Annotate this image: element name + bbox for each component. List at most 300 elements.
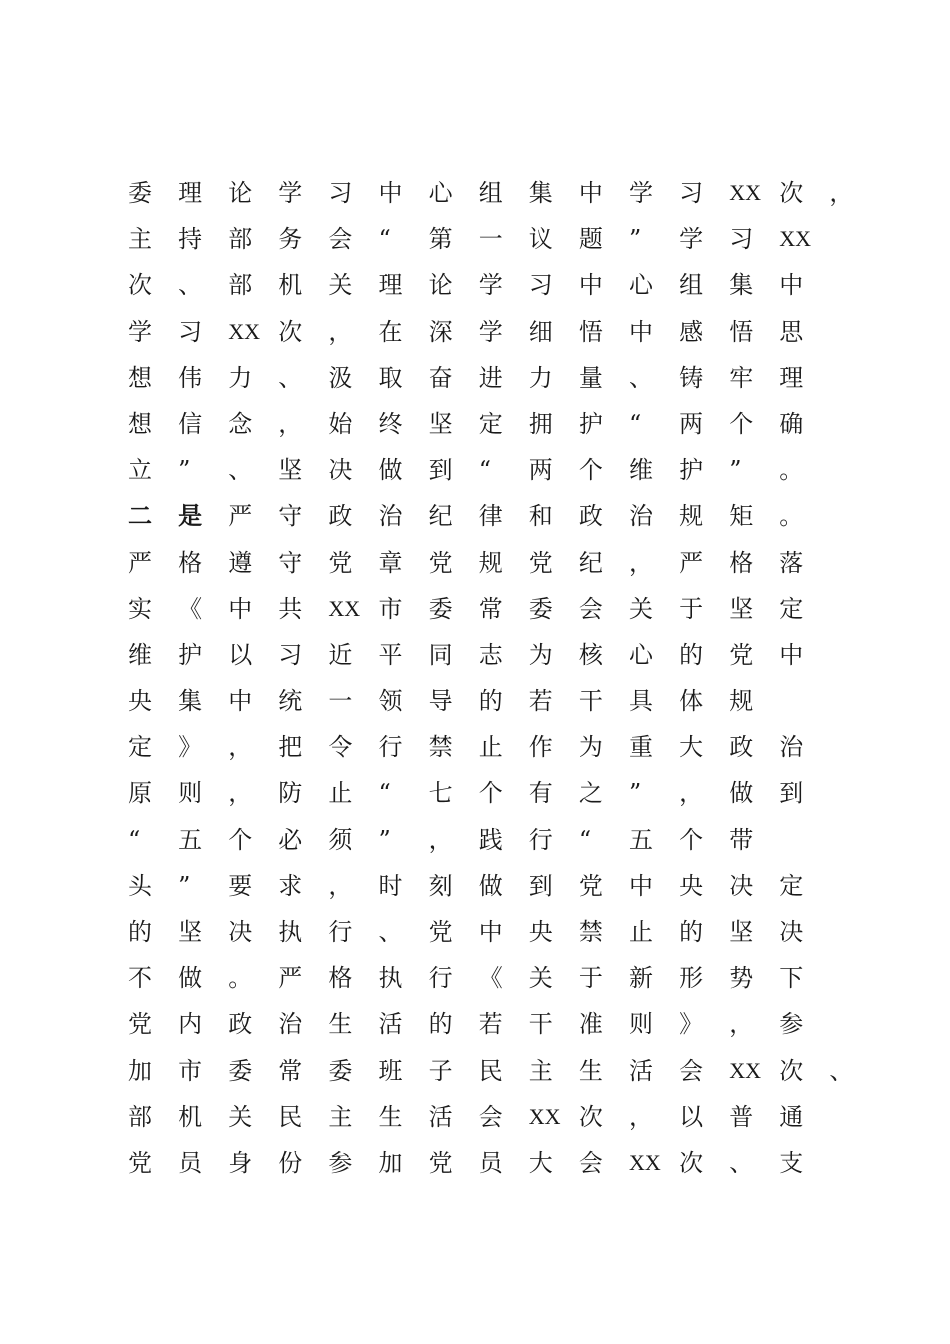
text-char: 思	[779, 317, 804, 346]
text-char: ”	[729, 456, 742, 485]
text-char: 坚	[178, 918, 203, 946]
text-char: 活	[428, 1102, 453, 1131]
text-char: 执	[278, 918, 303, 946]
text-char: 拥	[528, 409, 553, 438]
text-char: 信	[178, 409, 203, 438]
text-char: 和	[528, 502, 553, 531]
text-char: 民	[478, 1056, 503, 1085]
text-char: ，	[278, 409, 303, 438]
text-char: 五	[178, 825, 203, 854]
text-char: 严	[278, 964, 303, 993]
text-char: 重	[629, 733, 653, 762]
text-line	[128, 724, 848, 770]
text-char: 下	[779, 964, 804, 993]
text-char: 为	[578, 733, 603, 762]
text-char: 两	[679, 409, 704, 438]
text-char: 统	[278, 687, 303, 716]
text-char: 严	[679, 548, 704, 577]
text-char: 治	[378, 502, 403, 531]
text-char: “	[378, 779, 391, 808]
text-char: 须	[328, 825, 353, 854]
text-char: 央	[528, 918, 553, 946]
text-line	[128, 955, 848, 1001]
text-char: 章	[378, 548, 403, 577]
text-char: 取	[378, 363, 403, 392]
text-char: 学	[278, 179, 303, 207]
text-line	[128, 262, 848, 308]
text-char: 终	[378, 409, 403, 438]
text-char: 定	[128, 733, 152, 762]
text-char: 参	[779, 1010, 804, 1039]
text-char: 常	[278, 1056, 303, 1085]
text-char: 党	[428, 918, 453, 946]
text-char: 之	[578, 779, 603, 808]
text-char: 心	[629, 640, 653, 669]
text-char: 深	[428, 317, 453, 346]
text-char: 二	[128, 501, 152, 531]
text-char: 量	[578, 363, 603, 392]
text-char: 的	[679, 918, 704, 946]
text-char: 严	[228, 502, 253, 531]
text-char: 习	[679, 179, 704, 207]
text-char: 政	[328, 502, 353, 531]
text-char: 做	[729, 779, 754, 808]
text-char: 悟	[729, 317, 754, 346]
text-char: 加	[128, 1056, 152, 1085]
text-char: 市	[178, 1056, 203, 1085]
text-char: 委	[328, 1056, 353, 1085]
text-char: 次	[128, 271, 152, 300]
text-char: 具	[629, 687, 653, 716]
text-char: 大	[679, 733, 704, 762]
text-char: 中	[629, 871, 653, 900]
text-char: “	[378, 225, 391, 254]
text-char: ，	[428, 825, 453, 854]
text-char: 中	[629, 317, 653, 346]
text-char: 关	[328, 271, 353, 300]
text-char: 员	[178, 1148, 203, 1177]
text-char: 干	[578, 687, 603, 716]
text-char: 形	[679, 964, 704, 993]
text-char: 生	[328, 1010, 353, 1039]
text-char: 中	[228, 594, 253, 623]
text-line	[128, 447, 848, 493]
text-char: 政	[228, 1010, 253, 1039]
text-char: 员	[478, 1148, 503, 1177]
text-char: ”	[378, 825, 391, 854]
text-char: 集	[729, 271, 754, 300]
text-char: 《	[478, 964, 503, 993]
text-char: 力	[228, 363, 253, 392]
text-char: 学	[629, 179, 653, 207]
text-char: 部	[228, 271, 253, 300]
text-char: 通	[779, 1102, 804, 1131]
text-char: 组	[679, 271, 704, 300]
text-char: 律	[478, 502, 503, 531]
text-char: 护	[578, 409, 603, 438]
text-char: 党	[428, 1148, 453, 1177]
text-char: XX	[328, 595, 361, 621]
text-char: 会	[679, 1056, 704, 1085]
text-char: 》	[178, 733, 203, 762]
text-char: 力	[528, 363, 553, 392]
text-line	[128, 1001, 848, 1047]
text-line	[128, 909, 848, 955]
text-char: “	[128, 825, 141, 854]
text-char: 是	[178, 501, 203, 531]
text-char: 行	[528, 825, 553, 854]
text-char: 部	[228, 225, 253, 254]
text-char: 普	[729, 1102, 754, 1131]
text-char: 为	[528, 640, 553, 669]
text-char: 活	[629, 1056, 653, 1085]
text-char: 治	[278, 1010, 303, 1039]
body-text	[128, 170, 854, 1186]
text-char: 机	[278, 271, 303, 300]
text-char: 习	[328, 179, 353, 207]
text-char: 中	[779, 640, 804, 669]
text-char: XX	[729, 1057, 761, 1083]
text-char: 习	[729, 225, 754, 254]
text-line	[128, 309, 848, 355]
text-char: 治	[629, 502, 653, 531]
text-char: 次	[578, 1102, 603, 1131]
text-char: 个	[578, 456, 603, 485]
text-char: 关	[629, 594, 653, 623]
text-char: 坚	[278, 456, 303, 485]
text-char: 。	[779, 502, 804, 531]
text-line	[128, 355, 848, 401]
text-char: 委	[128, 179, 152, 207]
text-char: 、	[729, 1148, 754, 1177]
text-char: 论	[228, 179, 253, 207]
text-char: 题	[578, 225, 603, 254]
text-char: 七	[428, 779, 453, 808]
text-char: 想	[128, 409, 152, 438]
text-char: 中	[779, 271, 804, 300]
text-char: 决	[228, 918, 253, 946]
text-char: 作	[528, 733, 553, 762]
text-char: 到	[528, 871, 553, 900]
text-char: ，	[328, 871, 353, 900]
text-char: 党	[128, 1148, 152, 1177]
text-char: 头	[128, 871, 152, 900]
text-char: XX	[629, 1149, 661, 1175]
text-char: 遵	[228, 548, 253, 577]
text-char: 共	[278, 594, 303, 623]
text-char: 、	[228, 456, 253, 485]
text-char: 五	[629, 825, 653, 854]
text-char: 格	[178, 548, 203, 577]
text-line	[128, 493, 848, 539]
text-char: 在	[378, 317, 403, 346]
text-char: 中	[578, 271, 603, 300]
text-char: 学	[478, 271, 503, 300]
text-char: 坚	[729, 918, 754, 946]
text-char: 规	[729, 687, 754, 716]
text-char: 新	[629, 964, 653, 993]
text-char: 个	[478, 779, 503, 808]
text-char: 伟	[178, 363, 203, 392]
text-char: 规	[478, 548, 503, 577]
text-char: 民	[278, 1102, 303, 1131]
text-char: 理	[779, 363, 804, 392]
text-line	[128, 216, 848, 262]
text-char: 论	[428, 271, 453, 300]
text-char: 践	[478, 825, 503, 854]
text-char: 止	[629, 918, 653, 946]
text-char: 纪	[428, 502, 453, 531]
text-char: 中	[478, 918, 503, 946]
text-char: 习	[178, 317, 203, 346]
text-char: ，	[629, 548, 653, 577]
text-char: 会	[328, 225, 353, 254]
text-char: 维	[629, 456, 653, 485]
text-char: 护	[178, 640, 203, 669]
text-char: 活	[378, 1010, 403, 1039]
text-char: 若	[528, 687, 553, 716]
text-char: 会	[478, 1102, 503, 1131]
text-char: 一	[328, 687, 353, 716]
text-char: 加	[378, 1148, 403, 1177]
text-char: 一	[478, 225, 503, 254]
text-char: 主	[128, 225, 152, 254]
text-char: 心	[428, 179, 453, 207]
text-char: 次	[679, 1148, 704, 1177]
text-char: 干	[528, 1010, 553, 1039]
text-char: 两	[528, 456, 553, 485]
text-char: 大	[528, 1148, 553, 1177]
text-char: 始	[328, 409, 353, 438]
text-char: 行	[378, 733, 403, 762]
text-char: 落	[779, 548, 804, 577]
text-char: 止	[328, 779, 353, 808]
text-line	[128, 1094, 848, 1140]
text-char: 做	[178, 964, 203, 993]
text-line	[128, 401, 848, 447]
text-char: ，	[228, 733, 253, 762]
text-char: 必	[278, 825, 303, 854]
text-char: 同	[428, 640, 453, 669]
text-line	[128, 632, 848, 678]
text-char: 习	[278, 640, 303, 669]
text-char: 《	[178, 594, 203, 623]
text-char: 、	[378, 918, 403, 946]
text-char: ，	[829, 179, 854, 207]
text-char: 原	[128, 779, 152, 808]
text-char: 定	[779, 594, 804, 623]
text-char: 行	[328, 918, 353, 946]
text-char: 立	[128, 456, 152, 485]
text-char: 志	[478, 640, 503, 669]
text-char: 势	[729, 964, 754, 993]
text-char: 次	[779, 179, 804, 207]
text-char: 铸	[679, 363, 704, 392]
text-char: ，	[629, 1102, 653, 1131]
text-char: 实	[128, 594, 152, 623]
text-char: 的	[478, 687, 503, 716]
text-char: 的	[128, 918, 152, 946]
text-char: 有	[528, 779, 553, 808]
text-char: 。	[228, 964, 253, 993]
text-char: 格	[729, 548, 754, 577]
text-char: 不	[128, 964, 152, 993]
text-char: 以	[228, 640, 253, 669]
text-char: 悟	[578, 317, 603, 346]
text-char: 常	[478, 594, 503, 623]
text-char: 中	[228, 687, 253, 716]
text-char: 》	[679, 1010, 704, 1039]
text-char: 导	[428, 687, 453, 716]
text-char: 决	[779, 918, 804, 946]
text-char: ，	[729, 1010, 754, 1039]
text-char: 护	[679, 456, 704, 485]
text-char: 关	[528, 964, 553, 993]
text-char: 理	[378, 271, 403, 300]
text-char: 委	[528, 594, 553, 623]
text-char: 市	[378, 594, 403, 623]
text-char: 禁	[428, 733, 453, 762]
text-char: 委	[228, 1056, 253, 1085]
text-char: 体	[679, 687, 704, 716]
text-char: 、	[178, 271, 203, 300]
text-char: 集	[178, 687, 203, 716]
text-char: 防	[278, 779, 303, 808]
text-char: XX	[228, 318, 260, 344]
text-char: 身	[228, 1148, 253, 1177]
text-char: 维	[128, 640, 152, 669]
text-char: 中	[378, 179, 403, 207]
text-char: 于	[578, 964, 603, 993]
text-char: 机	[178, 1102, 203, 1131]
text-char: XX	[528, 1103, 561, 1129]
text-char: 则	[178, 779, 203, 808]
text-char: 、	[829, 1056, 854, 1085]
text-char: XX	[779, 226, 812, 252]
text-char: 定	[478, 409, 503, 438]
text-char: XX	[729, 180, 761, 205]
text-char: 生	[378, 1102, 403, 1131]
text-char: 奋	[428, 363, 453, 392]
text-char: ”	[178, 456, 191, 485]
text-char: 班	[378, 1056, 403, 1085]
text-char: 做	[378, 456, 403, 485]
text-char: 次	[278, 317, 303, 346]
text-char: 带	[729, 825, 754, 854]
text-char: 支	[779, 1148, 804, 1177]
text-char: 禁	[578, 918, 603, 946]
text-line	[128, 863, 848, 909]
text-char: 主	[528, 1056, 553, 1085]
text-char: 令	[328, 733, 353, 762]
text-char: 求	[278, 871, 303, 900]
text-char: 纪	[578, 548, 603, 577]
text-char: 行	[428, 964, 453, 993]
text-char: 务	[278, 225, 303, 254]
text-char: 关	[228, 1102, 253, 1131]
text-char: 若	[478, 1010, 503, 1039]
text-char: 参	[328, 1148, 353, 1177]
text-char: 份	[278, 1148, 303, 1177]
text-char: 到	[428, 456, 453, 485]
text-char: ，	[328, 317, 353, 346]
text-char: ”	[629, 225, 642, 254]
text-char: 到	[779, 779, 804, 808]
text-char: 。	[779, 456, 804, 485]
text-char: 党	[578, 871, 603, 900]
text-char: 感	[679, 317, 704, 346]
text-char: 做	[478, 871, 503, 900]
text-char: 决	[328, 456, 353, 485]
text-char: 会	[578, 1148, 603, 1177]
text-char: “	[629, 409, 642, 438]
text-char: 议	[528, 225, 553, 254]
text-char: 执	[378, 964, 403, 993]
text-char: 个	[679, 825, 704, 854]
text-char: 守	[278, 548, 303, 577]
text-char: 个	[228, 825, 253, 854]
text-line	[128, 170, 854, 216]
text-char: 学	[478, 317, 503, 346]
text-line	[128, 586, 848, 632]
text-char: 主	[328, 1102, 353, 1131]
text-char: 格	[328, 964, 353, 993]
text-char: 党	[128, 1010, 152, 1039]
text-char: 则	[629, 1010, 653, 1039]
text-char: 习	[528, 271, 553, 300]
text-char: 矩	[729, 502, 754, 531]
text-char: 规	[679, 502, 704, 531]
text-char: 治	[779, 733, 804, 762]
text-char: 政	[729, 733, 754, 762]
text-char: “	[578, 825, 592, 854]
text-char: 中	[578, 179, 603, 207]
text-char: 的	[428, 1010, 453, 1039]
text-char: 理	[178, 179, 203, 207]
text-line	[128, 817, 848, 863]
text-char: 央	[128, 687, 152, 716]
text-line	[128, 1048, 854, 1094]
text-char: 党	[729, 640, 754, 669]
text-char: 细	[528, 317, 553, 346]
text-char: 第	[428, 225, 453, 254]
text-char: 的	[679, 640, 704, 669]
text-line	[128, 540, 848, 586]
text-char: ，	[679, 779, 704, 808]
text-char: 严	[128, 548, 152, 577]
text-char: 次	[779, 1056, 804, 1085]
text-char: 确	[779, 409, 804, 438]
text-line	[128, 678, 848, 724]
text-char: 汲	[328, 363, 353, 392]
text-char: 持	[178, 225, 203, 254]
text-char: 刻	[428, 871, 453, 900]
text-char: 时	[378, 871, 403, 900]
text-char: 于	[679, 594, 704, 623]
text-char: 坚	[729, 594, 754, 623]
text-char: 准	[578, 1010, 603, 1039]
text-char: 把	[278, 733, 303, 762]
text-char: 以	[679, 1102, 704, 1131]
text-char: 定	[779, 871, 804, 900]
text-char: 党	[528, 548, 553, 577]
text-char: 牢	[729, 363, 754, 392]
text-char: 党	[428, 548, 453, 577]
text-char: 生	[578, 1056, 603, 1085]
text-char: 想	[128, 363, 152, 392]
text-char: 政	[578, 502, 603, 531]
text-char: 子	[428, 1056, 453, 1085]
